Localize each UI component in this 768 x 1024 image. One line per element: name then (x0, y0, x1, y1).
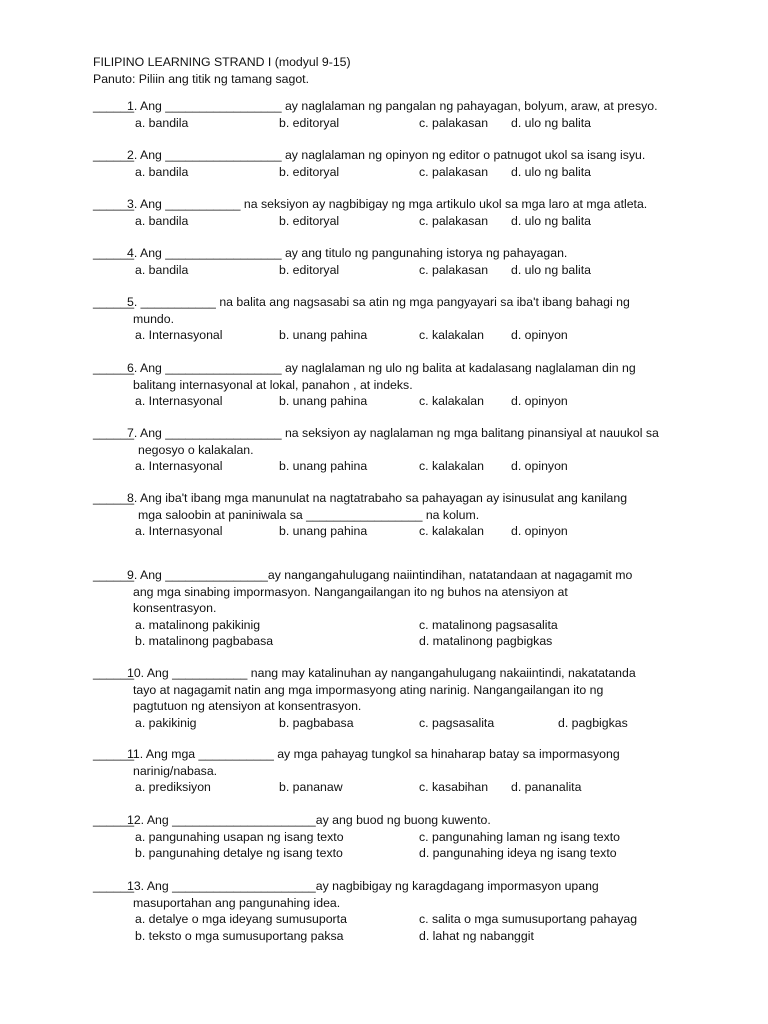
answer-blank: ______ (93, 295, 135, 309)
options-row (93, 633, 713, 650)
question-stem (93, 360, 713, 377)
question-stem (93, 878, 713, 895)
question-stem (93, 245, 713, 262)
question-6 (93, 360, 713, 410)
answer-blank: ______ (93, 361, 135, 375)
answer-option: a. Internasyonal (135, 328, 223, 342)
answer-option: b. editoryal (279, 213, 340, 228)
question-stem (93, 490, 713, 507)
answer-option: b. unang pahina (279, 524, 368, 538)
answer-option: c. matalinong pagsasalita (419, 617, 558, 632)
question-stem (93, 665, 713, 682)
answer-blank: ______ (93, 246, 135, 260)
answer-option: d. opinyon (511, 524, 568, 538)
answer-option: a. matalinong pakikinig (135, 617, 261, 632)
answer-option: b. pagbabasa (279, 715, 354, 730)
question-text: 12. Ang _____________________ay ang buod ng buong kuwento. (127, 813, 491, 827)
answer-option: d. pagbigkas (558, 715, 628, 730)
answer-option: a. Internasyonal (135, 524, 223, 538)
options-row (93, 164, 713, 181)
answer-blank: ______ (93, 148, 135, 162)
question-stem (93, 812, 713, 829)
question-text: 8. Ang iba't ibang mga manunulat na nagtatrabaho sa pahayagan ay isinusulat ang kanilang (127, 491, 628, 505)
question-text: 13. Ang _____________________ay nagbibigay ng karagdagang impormasyon upang (127, 879, 599, 893)
question-7 (93, 425, 713, 475)
answer-option: d. ulo ng balita (511, 213, 591, 228)
question-stem (93, 98, 713, 115)
question-text: 3. Ang ___________ na seksiyon ay nagbibigay ng mga artikulo ukol sa mga laro at mga atleta. (127, 197, 648, 211)
answer-option: b. pangunahing detalye ng isang texto (135, 846, 343, 860)
answer-option: d. ulo ng balita (511, 115, 591, 130)
answer-blank: ______ (93, 197, 135, 211)
question-10 (93, 665, 713, 731)
question-text-continued: masuportahan ang pangunahing idea. (133, 895, 341, 910)
answer-option: a. prediksiyon (135, 780, 211, 794)
answer-option: c. palakasan (419, 115, 489, 130)
answer-option: d. matalinong pagbigkas (419, 634, 553, 648)
options-row (93, 327, 713, 344)
question-text-continued: negosyo o kalakalan. (138, 442, 254, 457)
question-text-continued: narinig/nabasa. (133, 763, 218, 778)
answer-blank: ______ (93, 813, 135, 827)
question-text-continued: ang mga sinabing impormasyon. Nangangailangan ito ng buhos na atensiyon at (133, 584, 568, 599)
options-row (93, 393, 713, 410)
question-13 (93, 878, 713, 944)
question-text: 6. Ang _________________ ay naglalaman ng ulo ng balita at kadalasang naglalaman din ng (127, 361, 636, 375)
answer-option: a. Internasyonal (135, 394, 223, 408)
answer-option: d. ulo ng balita (511, 164, 591, 179)
question-stem (93, 294, 713, 311)
question-8 (93, 490, 713, 540)
worksheet-title: FILIPINO LEARNING STRAND I (modyul 9-15) (93, 55, 351, 69)
answer-option: a. bandila (135, 262, 189, 277)
answer-option: c. kalakalan (419, 328, 484, 342)
answer-option: c. palakasan (419, 213, 489, 228)
question-9 (93, 567, 713, 650)
question-text: 10. Ang ___________ nang may katalinuhan ay nangangahulugang nakaiintindi, nakatatanda (127, 666, 636, 680)
options-row (93, 779, 713, 796)
question-stem (93, 746, 713, 763)
question-text-continued: mga saloobin at paniniwala sa _________________ na kolum. (138, 507, 480, 522)
options-row (93, 115, 713, 132)
options-row (93, 928, 713, 945)
options-row (93, 458, 713, 475)
answer-option: d. ulo ng balita (511, 262, 591, 277)
question-text: 11. Ang mga ___________ ay mga pahayag tungkol sa hinaharap batay sa impormasyong (127, 747, 620, 761)
options-row (93, 262, 713, 279)
answer-option: b. unang pahina (279, 459, 368, 473)
question-text-continued: pagtutuon ng atensiyon at konsentrasyon. (133, 699, 362, 713)
question-text: 7. Ang _________________ na seksiyon ay naglalaman ng mga balitang pinansiyal at nauukol sa (127, 426, 659, 440)
worksheet-instruction: Panuto: Piliin ang titik ng tamang sagot. (93, 72, 310, 86)
question-text: 5. ___________ na balita ang nagsasabi sa atin ng mga pangyayari sa iba't ibang bahagi ng (127, 295, 630, 309)
question-stem (93, 147, 713, 164)
question-text-continued: tayo at nagagamit natin ang mga impormasyong ating narinig. Nangangailangan ito ng (133, 682, 604, 697)
answer-blank: ______ (93, 666, 135, 680)
answer-option: c. kalakalan (419, 459, 484, 473)
answer-blank: ______ (93, 491, 135, 505)
options-row (93, 845, 713, 862)
answer-option: a. bandila (135, 164, 189, 179)
answer-option: b. editoryal (279, 262, 340, 277)
question-text: 4. Ang _________________ ay ang titulo ng pangunahing istorya ng pahayagan. (127, 246, 568, 260)
answer-option: c. salita o mga sumusuportang pahayag (419, 912, 638, 926)
question-11 (93, 746, 713, 796)
answer-option: c. palakasan (419, 164, 489, 179)
answer-option: d. pangunahing ideya ng isang texto (419, 846, 617, 860)
options-row (93, 829, 713, 846)
question-text: 2. Ang _________________ ay naglalaman ng opinyon ng editor o patnugot ukol sa isang isyu. (127, 148, 646, 162)
answer-option: c. kalakalan (419, 394, 484, 408)
answer-option: b. editoryal (279, 115, 340, 130)
answer-blank: ______ (93, 426, 135, 440)
answer-option: d. lahat ng nabanggit (419, 928, 534, 943)
question-text-continued: mundo. (133, 311, 175, 326)
options-row (93, 911, 713, 928)
answer-option: c. pagsasalita (419, 715, 495, 730)
answer-option: d. opinyon (511, 394, 568, 408)
answer-option: b. matalinong pagbabasa (135, 634, 274, 648)
question-text: 9. Ang _______________ay nangangahulugang naiintindihan, natatandaan at nagagamit mo (127, 568, 633, 582)
answer-option: c. kalakalan (419, 524, 484, 538)
answer-option: c. kasabihan (419, 780, 489, 794)
answer-blank: ______ (93, 99, 135, 113)
answer-option: b. pananaw (279, 780, 343, 794)
answer-option: a. bandila (135, 115, 189, 130)
answer-blank: ______ (93, 568, 135, 582)
question-5 (93, 294, 713, 344)
answer-option: b. teksto o mga sumusuportang paksa (135, 928, 344, 943)
answer-option: b. editoryal (279, 164, 340, 179)
question-text: 1. Ang _________________ ay naglalaman ng pangalan ng pahayagan, bolyum, araw, at presyo. (127, 99, 658, 113)
answer-option: a. pakikinig (135, 715, 197, 730)
options-row (93, 213, 713, 230)
question-1 (93, 98, 713, 131)
question-stem (93, 196, 713, 213)
question-12 (93, 812, 713, 862)
question-2 (93, 147, 713, 180)
question-stem (93, 567, 713, 584)
answer-option: d. opinyon (511, 328, 568, 342)
question-3 (93, 196, 713, 229)
question-stem (93, 425, 713, 442)
answer-option: a. Internasyonal (135, 459, 223, 473)
answer-option: b. unang pahina (279, 328, 368, 342)
options-row (93, 715, 713, 732)
question-text-continued: konsentrasyon. (133, 601, 217, 615)
answer-option: a. pangunahing usapan ng isang texto (135, 829, 344, 844)
answer-option: d. opinyon (511, 459, 568, 473)
question-text-continued: balitang internasyonal at lokal, panahon , at indeks. (133, 377, 413, 392)
options-row (93, 617, 713, 634)
answer-option: b. unang pahina (279, 394, 368, 408)
answer-blank: ______ (93, 879, 135, 893)
answer-option: a. detalye o mga ideyang sumusuporta (135, 912, 347, 926)
answer-blank: ______ (93, 747, 135, 761)
answer-option: a. bandila (135, 213, 189, 228)
question-4 (93, 245, 713, 278)
answer-option: c. palakasan (419, 262, 489, 277)
options-row (93, 523, 713, 540)
answer-option: d. pananalita (511, 780, 582, 794)
answer-option: c. pangunahing laman ng isang texto (419, 829, 620, 844)
